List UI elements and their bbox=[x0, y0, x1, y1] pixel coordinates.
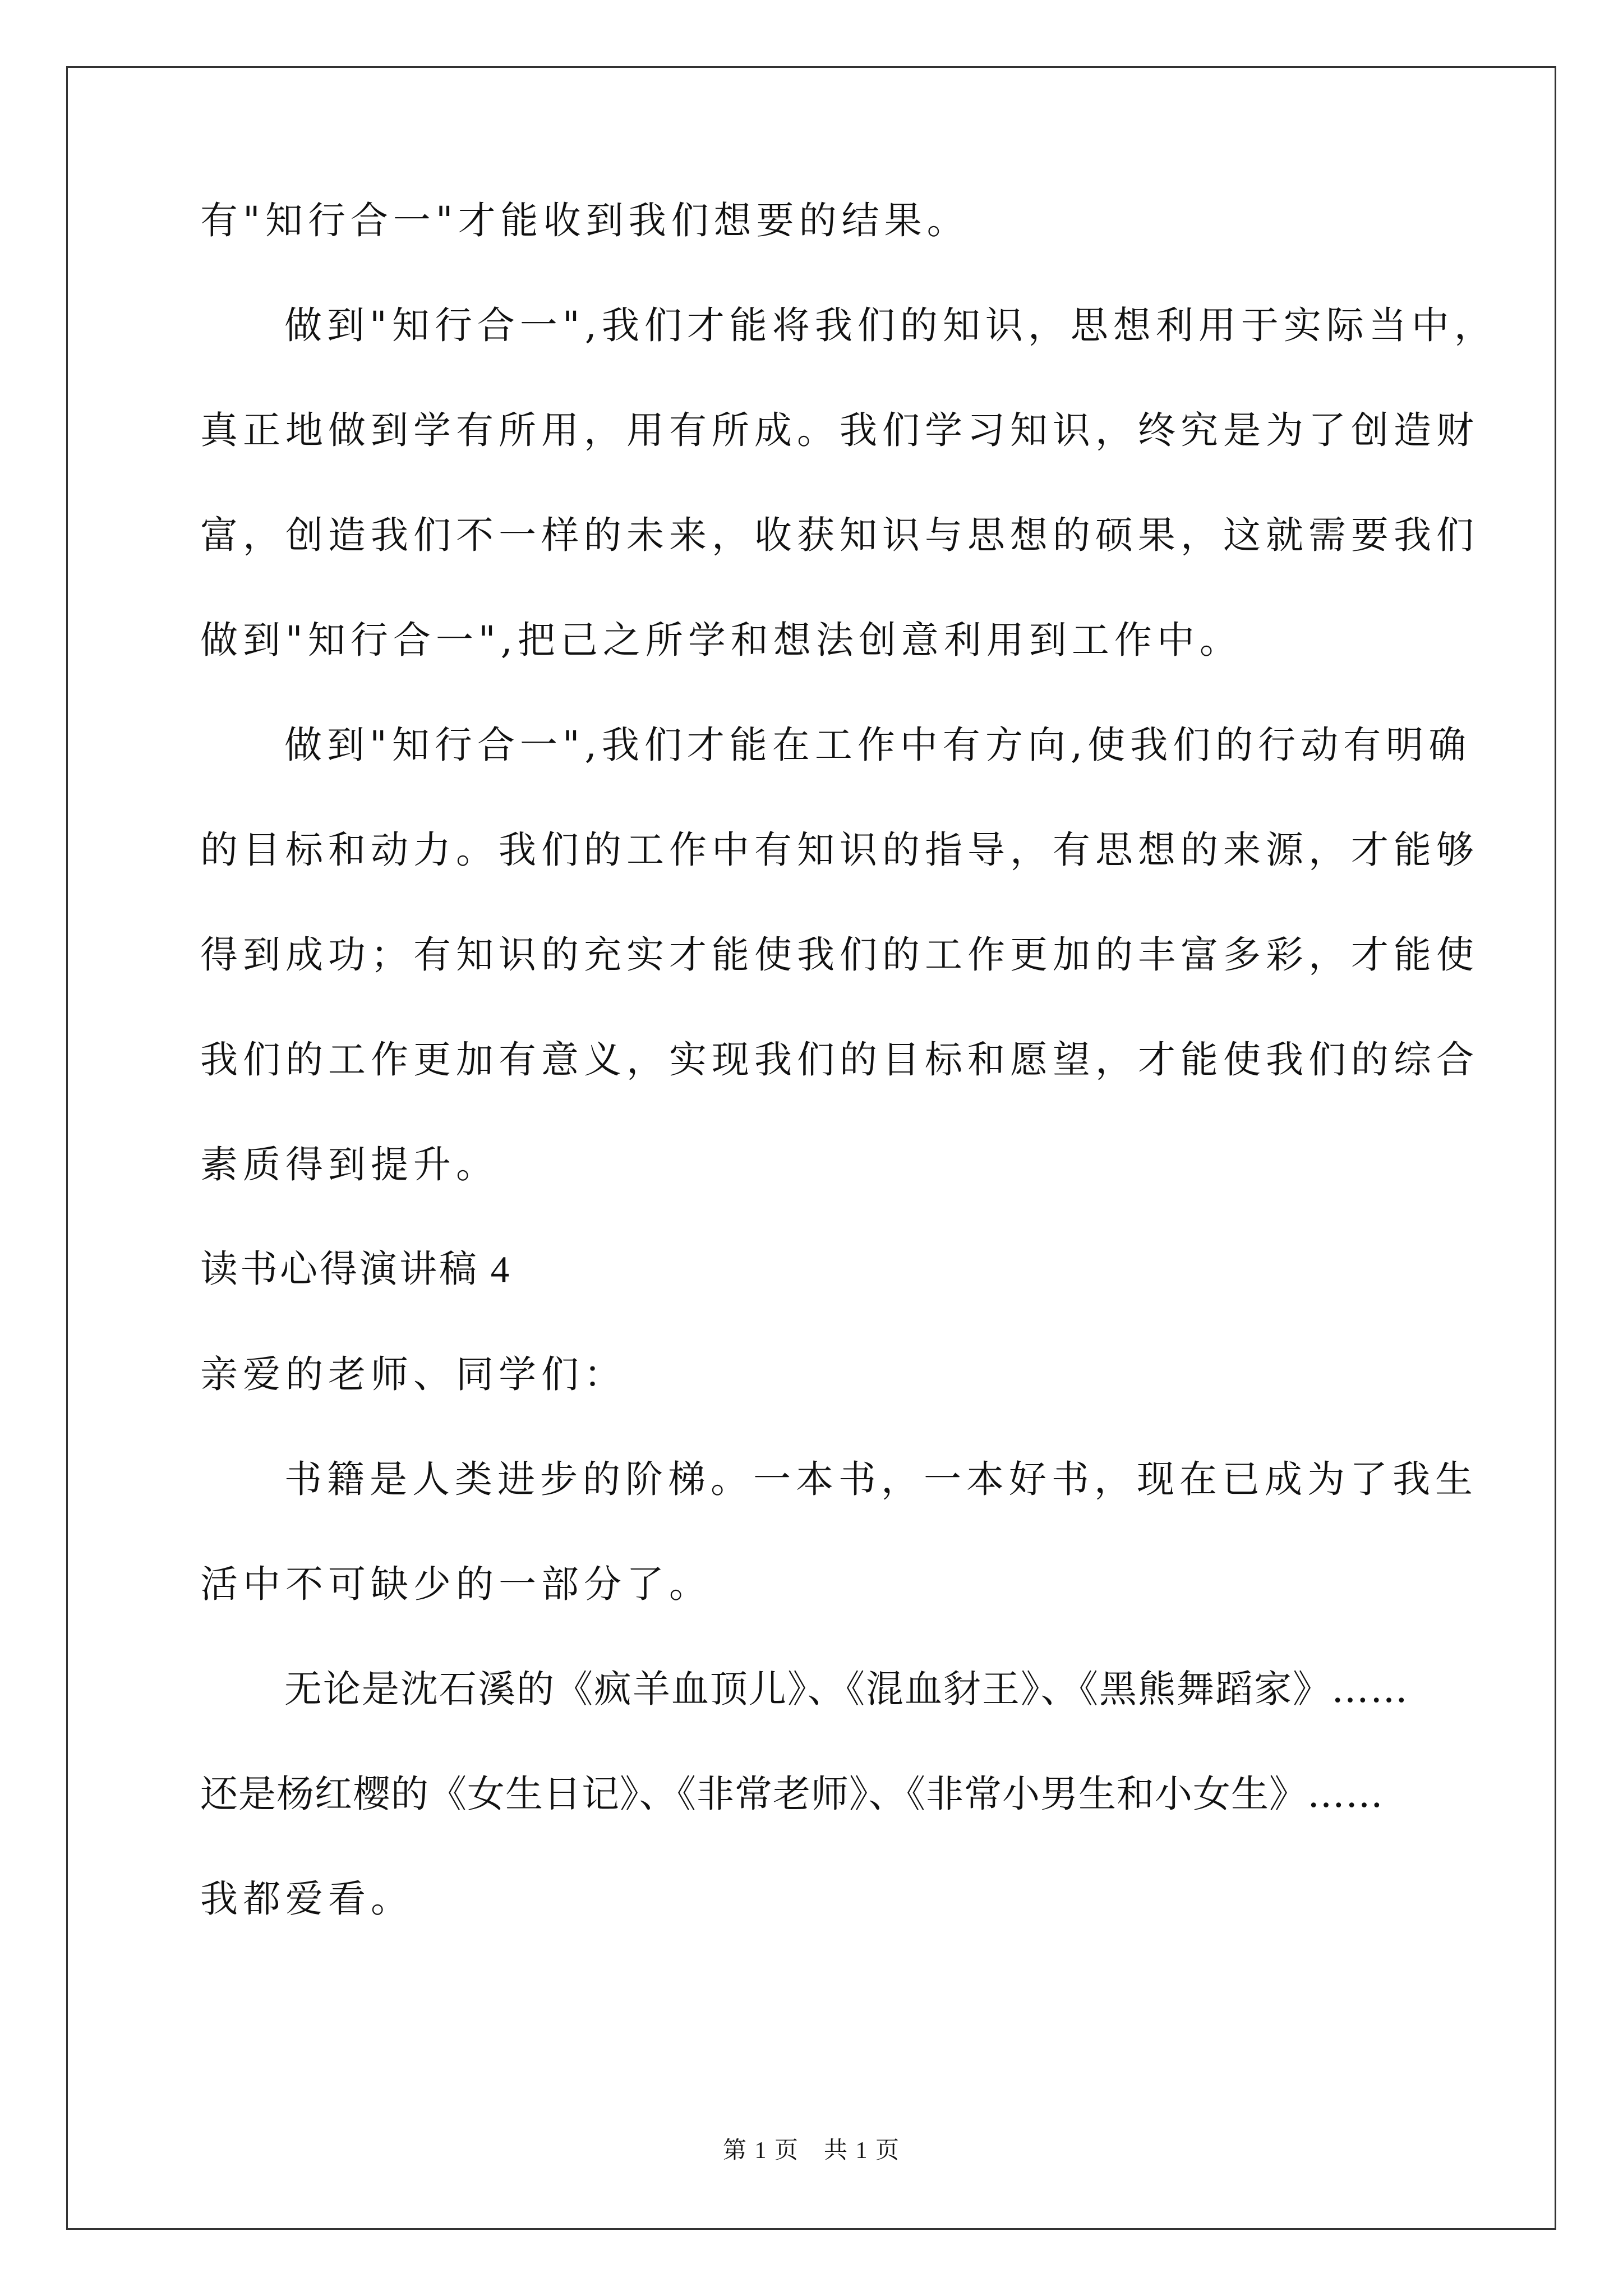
section-heading: 读书心得演讲稿 4 bbox=[200, 1249, 512, 1290]
body-line: 无论是沈石溪的《疯羊血顶儿》、《混血豺王》、《黑熊舞蹈家》…… bbox=[284, 1667, 1409, 1711]
body-line: 素质得到提升。 bbox=[200, 1143, 499, 1186]
document-body bbox=[200, 199, 1497, 1985]
page-number-footer: 第 1 页 共 1 页 bbox=[722, 2138, 900, 2164]
body-line: 书籍是人类进步的阶梯。一本书，一本好书，现在已成为了我生 bbox=[284, 1457, 1478, 1501]
body-line: 做到"知行合一",把己之所学和想法创意利用到工作中。 bbox=[200, 618, 1242, 662]
body-line: 做到"知行合一",我们才能将我们的知识，思想利用于实际当中， bbox=[284, 303, 1497, 347]
body-line: 真正地做到学有所用，用有所成。我们学习知识，终究是为了创造财 bbox=[200, 408, 1479, 452]
body-line: 得到成功；有知识的充实才能使我们的工作更加的丰富多彩，才能使 bbox=[200, 933, 1479, 977]
body-line: 我都爱看。 bbox=[200, 1877, 413, 1921]
body-line: 我们的工作更加有意义，实现我们的目标和愿望，才能使我们的综合 bbox=[200, 1038, 1479, 1082]
body-line: 富，创造我们不一样的未来，收获知识与思想的硕果，这就需要我们 bbox=[200, 513, 1479, 557]
body-line: 有"知行合一"才能收到我们想要的结果。 bbox=[200, 199, 970, 242]
body-line: 做到"知行合一",我们才能在工作中有方向,使我们的行动有明确 bbox=[284, 723, 1472, 767]
body-line: 活中不可缺少的一部分了。 bbox=[200, 1562, 712, 1606]
body-line: 的目标和动力。我们的工作中有知识的指导，有思想的来源，才能够 bbox=[200, 828, 1479, 872]
body-line: 还是杨红樱的《女生日记》、《非常老师》、《非常小男生和小女生》…… bbox=[200, 1772, 1384, 1816]
salutation: 亲爱的老师、同学们： bbox=[200, 1352, 626, 1396]
